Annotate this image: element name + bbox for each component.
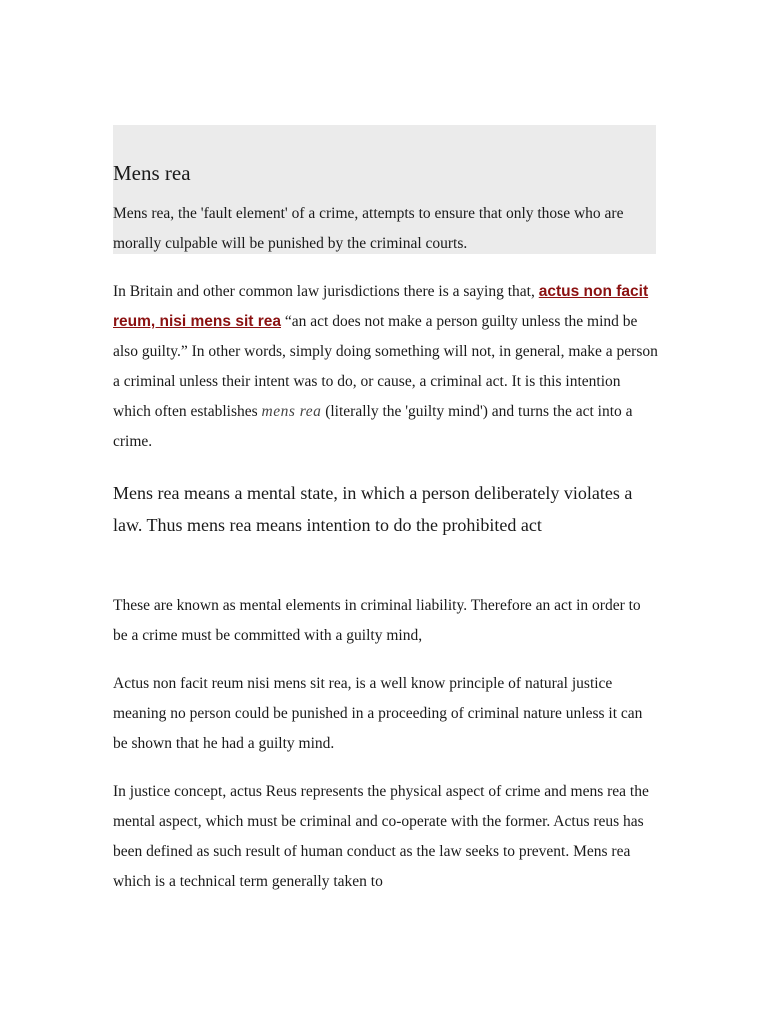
page-title: Mens rea [113,161,191,185]
mens-rea-italic-term: mens rea [261,403,322,420]
mental-elements-paragraph: These are known as mental elements in criminal liability. Therefore an act in order to be a crime must be committed with a guilty mind, [113,597,641,644]
principle-paragraph: Actus non facit reum nisi mens sit rea, is a well know principle of natural justice meaning no person could be punished in a proceeding of criminal nature unless it can be shown that he had a guilty mind. [113,675,643,752]
saying-text-before-link: In Britain and other common law jurisdictions there is a saying that, [113,283,539,300]
saying-text-after-link: “an act does not make a person guilty unless the mind be also guilty.” In other words, simply doing something will not, in general, make a person a criminal unless their intent was to do, or cause, a criminal act. It is this intention which often establishes [113,313,658,420]
saying-text-ending: (literally the 'guilty mind') and turns the act into a crime. [113,403,633,450]
saying-paragraph [113,277,658,457]
latin-maxim-link[interactable]: actus non facit reum, nisi mens sit rea [113,283,649,330]
intro-paragraph: Mens rea, the 'fault element' of a crime, attempts to ensure that only those who are morally culpable will be punished by the criminal courts. [113,205,624,252]
justice-concept-paragraph: In justice concept, actus Reus represents the physical aspect of crime and mens rea the mental aspect, which must be criminal and co-operate with the former. Actus reus has been defined as such result of human conduct as the law seeks to prevent. Mens rea which is a technical term generally taken to [113,783,649,890]
mental-state-paragraph: Mens rea means a mental state, in which a person deliberately violates a law. Thus mens rea means intention to do the prohibited act [113,483,633,535]
